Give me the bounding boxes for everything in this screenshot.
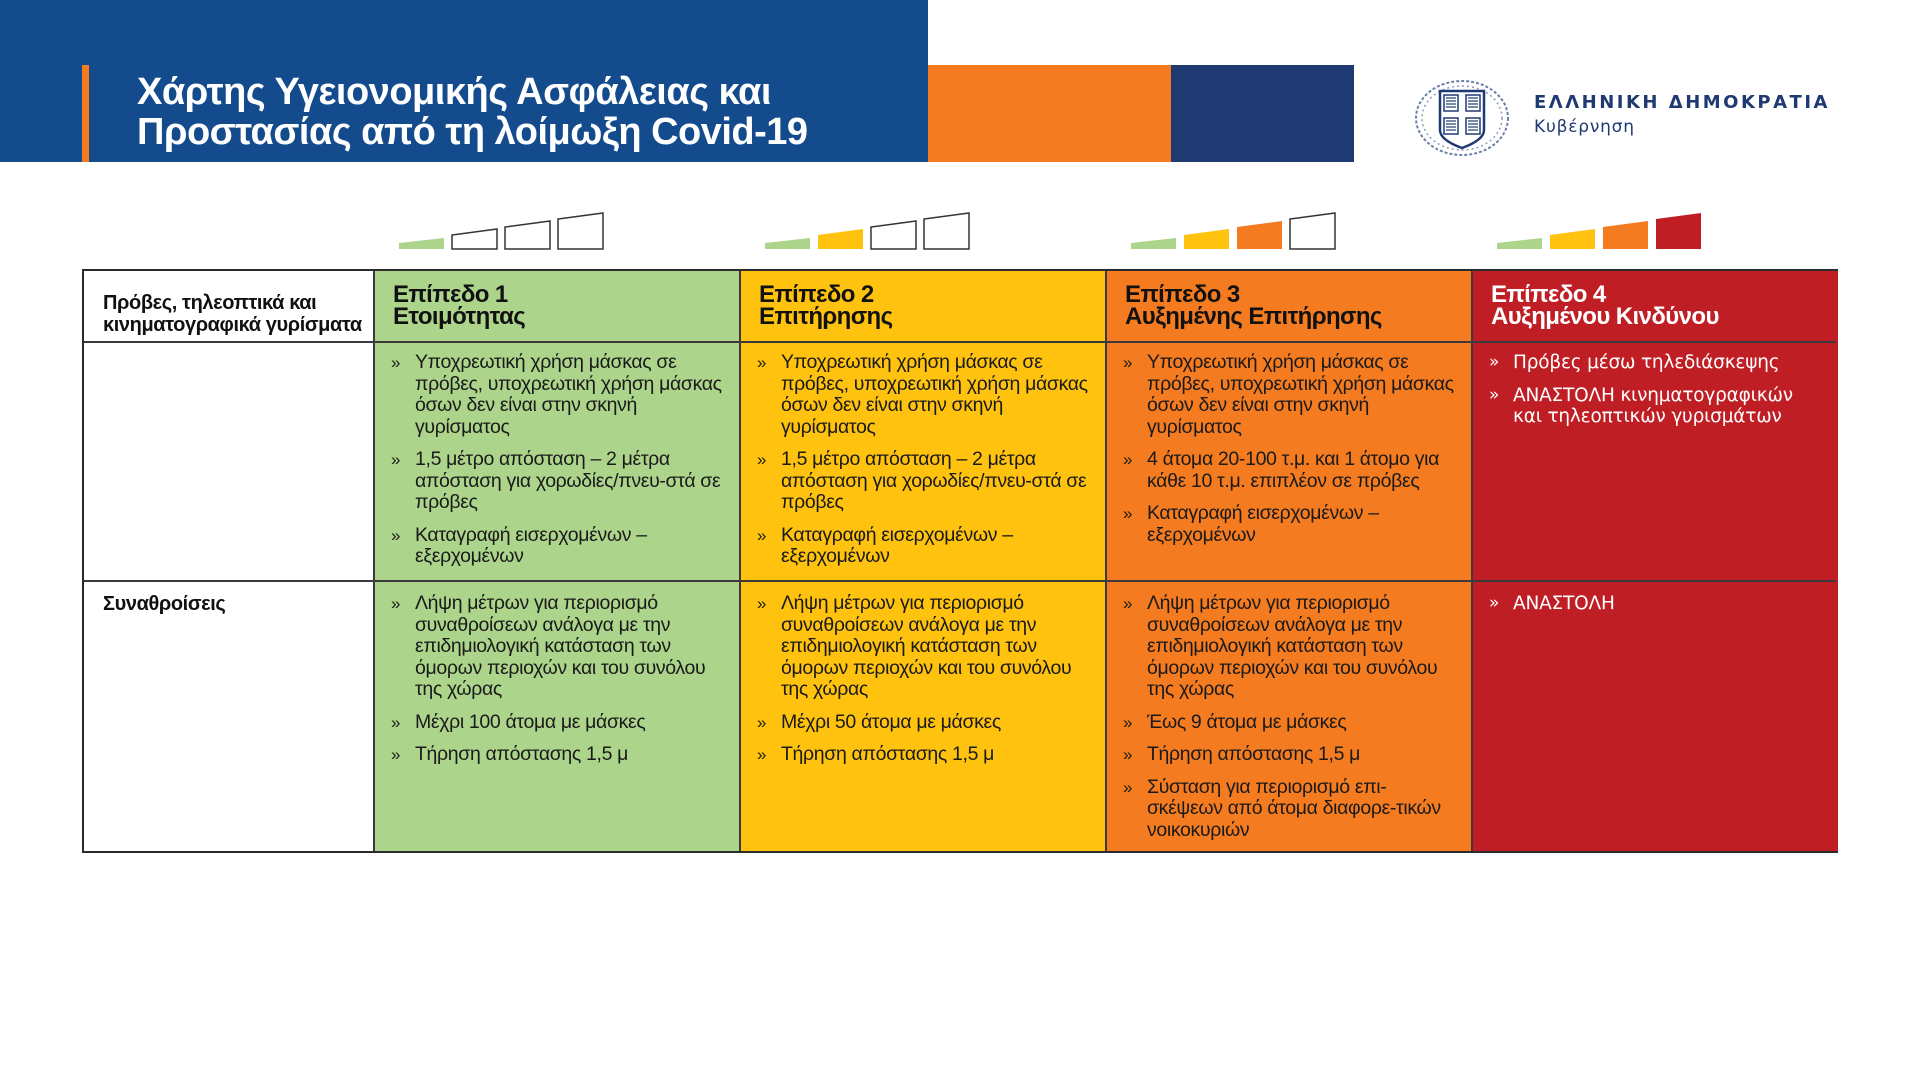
measure-text: Λήψη μέτρων για περιορισμό συναθροίσεων ανάλογα με την επιδημιολογική κατάσταση των όμορων περιοχών και του συνόλου της χώρας	[781, 592, 1072, 700]
bullet-icon: »	[1123, 504, 1133, 523]
bullet-icon: »	[1123, 777, 1133, 797]
covid-measures-table	[82, 269, 1838, 853]
level-3-column	[1106, 271, 1472, 851]
level-3-header	[1125, 281, 1462, 330]
bullet-icon: »	[757, 745, 767, 764]
measure-item	[1123, 449, 1460, 492]
level-bar-filled	[1656, 213, 1701, 249]
measure-item	[391, 593, 728, 701]
level-3-filming-cell	[1123, 352, 1460, 557]
level-1-header	[393, 281, 730, 330]
government-subtitle: Κυβέρνηση	[1534, 117, 1635, 137]
level-4-gatherings-cell	[1489, 593, 1826, 626]
row-divider	[84, 341, 1836, 343]
measure-item	[757, 744, 1094, 766]
level-4-filming-cell	[1489, 352, 1826, 439]
level-bar-filled	[1237, 221, 1282, 249]
row-label-filming: Πρόβες, τηλεοπτικά και κινηματογραφικά γυρίσματα	[103, 292, 362, 336]
level-bar-filled	[1184, 229, 1229, 249]
measure-item	[391, 449, 728, 514]
column-divider	[1471, 271, 1473, 851]
bullet-icon: »	[1123, 712, 1133, 732]
measure-text: Τήρηση απόστασης 1,5 μ	[415, 743, 629, 765]
bullet-icon: »	[1489, 384, 1500, 405]
measure-text: Καταγραφή εισερχομένων – εξερχομένων	[415, 523, 647, 567]
level-bar-filled	[1131, 238, 1176, 249]
bullet-icon: »	[757, 525, 767, 545]
measure-text: ΑΝΑΣΤΟΛΗ κινηματογραφικών και τηλεοπτικών γυρισμάτων	[1513, 384, 1793, 427]
level-2-column	[740, 271, 1106, 851]
level-3-title: Επίπεδο 3	[1125, 281, 1240, 308]
bullet-icon: »	[1489, 593, 1500, 613]
bullet-icon: »	[1123, 353, 1133, 372]
bullet-icon: »	[1123, 594, 1133, 613]
measure-item	[757, 449, 1094, 514]
page-title	[137, 72, 917, 152]
level-4-subtitle: Αυξημένου Κινδύνου	[1491, 303, 1719, 330]
bullet-icon: »	[391, 525, 401, 545]
level-1-gatherings-cell	[391, 593, 728, 777]
decorative-navy-block	[1171, 65, 1354, 162]
level-bar-filled	[1497, 238, 1542, 249]
row-divider	[84, 580, 1836, 582]
measure-item	[1489, 352, 1826, 374]
bullet-icon: »	[757, 594, 767, 613]
bullet-icon: »	[757, 712, 767, 732]
level-1-filming-cell	[391, 352, 728, 579]
bullet-icon: »	[1123, 745, 1133, 764]
row-label-gatherings: Συναθροίσεις	[103, 593, 226, 615]
measure-item	[757, 712, 1094, 734]
bullet-icon: »	[757, 353, 767, 372]
level-bar-empty	[558, 213, 603, 249]
measure-text: 1,5 μέτρο απόσταση – 2 μέτρα απόσταση για χορωδίες/πνευ-στά σε πρόβες	[415, 448, 721, 513]
level-2-subtitle: Επιτήρησης	[759, 303, 893, 330]
bullet-icon: »	[391, 450, 401, 469]
measure-text: Καταγραφή εισερχομένων – εξερχομένων	[781, 523, 1013, 567]
level-bar-filled	[399, 238, 444, 249]
measure-item	[1123, 593, 1460, 701]
level-2-gatherings-cell	[757, 593, 1094, 777]
bullet-icon: »	[391, 745, 401, 764]
level-2-header	[759, 281, 1096, 330]
level-bar-filled	[765, 238, 810, 249]
measure-text: Υποχρεωτική χρήση μάσκας σε πρόβες, υποχρεωτική χρήση μάσκας όσων δεν είναι στην σκηνή γυρίσματος	[1147, 351, 1454, 438]
level-4-title: Επίπεδο 4	[1491, 281, 1606, 308]
level-indicator-1	[397, 211, 607, 251]
measure-text: Υποχρεωτική χρήση μάσκας σε πρόβες, υποχρεωτική χρήση μάσκας όσων δεν είναι στην σκηνή γυρίσματος	[781, 351, 1088, 438]
measure-item	[757, 593, 1094, 701]
measure-item	[1123, 744, 1460, 766]
bullet-icon: »	[391, 712, 401, 732]
page-title-line-2: Προστασίας από τη λοίμωξη Covid-19	[137, 111, 808, 153]
column-divider	[1105, 271, 1107, 851]
measure-text: 4 άτομα 20-100 τ.μ. και 1 άτομο για κάθε 10 τ.μ. επιπλέον σε πρόβες	[1147, 448, 1440, 492]
level-3-gatherings-cell	[1123, 593, 1460, 852]
bullet-icon: »	[1123, 450, 1133, 469]
measure-item	[1123, 503, 1460, 546]
measure-item	[1489, 593, 1826, 615]
measure-item	[391, 744, 728, 766]
level-bar-empty	[871, 221, 916, 249]
measure-text: ΑΝΑΣΤΟΛΗ	[1513, 593, 1615, 614]
measure-text: Μέχρι 100 άτομα με μάσκες	[415, 710, 646, 733]
measure-text: Πρόβες μέσω τηλεδιάσκεψης	[1513, 352, 1780, 373]
level-3-subtitle: Αυξημένης Επιτήρησης	[1125, 303, 1382, 330]
measure-item	[1123, 352, 1460, 438]
measure-text: Μέχρι 50 άτομα με μάσκες	[781, 710, 1001, 733]
measure-item	[391, 712, 728, 734]
measure-text: Λήψη μέτρων για περιορισμό συναθροίσεων ανάλογα με την επιδημιολογική κατάσταση των όμορων περιοχών και του συνόλου της χώρας	[415, 592, 706, 700]
column-divider	[739, 271, 741, 851]
measure-item	[757, 352, 1094, 438]
bullet-icon: »	[391, 594, 401, 613]
level-4-column	[1472, 271, 1838, 851]
measure-text: Καταγραφή εισερχομένων – εξερχομένων	[1147, 502, 1379, 546]
level-indicator-4	[1495, 211, 1705, 251]
measure-text: Τήρηση απόστασης 1,5 μ	[1147, 743, 1361, 765]
measure-item	[391, 525, 728, 568]
level-2-filming-cell	[757, 352, 1094, 579]
level-2-title: Επίπεδο 2	[759, 281, 874, 308]
measure-item	[1123, 777, 1460, 842]
measure-text: Υποχρεωτική χρήση μάσκας σε πρόβες, υποχρεωτική χρήση μάσκας όσων δεν είναι στην σκηνή γυρίσματος	[415, 351, 722, 438]
measure-text: Λήψη μέτρων για περιορισμό συναθροίσεων ανάλογα με την επιδημιολογική κατάσταση των όμορων περιοχών και του συνόλου της χώρας	[1147, 592, 1438, 700]
bullet-icon: »	[1489, 352, 1500, 372]
level-bar-empty	[452, 229, 497, 249]
page-title-line-1: Χάρτης Υγειονομικής Ασφάλειας και	[137, 71, 771, 113]
row-label-column	[84, 271, 374, 851]
bullet-icon: »	[391, 353, 401, 372]
level-bar-filled	[1603, 221, 1648, 249]
measure-item	[391, 352, 728, 438]
measure-text: Σύσταση για περιορισμό επι-σκέψεων από άτομα διαφορε-τικών νοικοκυριών	[1147, 775, 1441, 841]
column-divider	[373, 271, 375, 851]
level-bar-empty	[924, 213, 969, 249]
measure-text: 1,5 μέτρο απόσταση – 2 μέτρα απόσταση για χορωδίες/πνευ-στά σε πρόβες	[781, 448, 1087, 513]
bullet-icon: »	[757, 450, 767, 469]
level-bar-filled	[818, 229, 863, 249]
level-indicator-2	[763, 211, 973, 251]
measure-text: Έως 9 άτομα με μάσκες	[1147, 710, 1347, 733]
level-indicator-3	[1129, 211, 1339, 251]
level-bar-empty	[1290, 213, 1335, 249]
level-bar-empty	[505, 221, 550, 249]
greek-coat-of-arms-icon	[1413, 78, 1511, 158]
level-4-header	[1491, 281, 1828, 330]
government-name: ΕΛΛΗΝΙΚΗ ΔΗΜΟΚΡΑΤΙΑ	[1534, 92, 1830, 113]
level-1-column	[374, 271, 740, 851]
measure-item	[1489, 385, 1826, 428]
measure-item	[1123, 712, 1460, 734]
level-bar-filled	[1550, 229, 1595, 249]
level-1-title: Επίπεδο 1	[393, 281, 508, 308]
level-1-subtitle: Ετοιμότητας	[393, 303, 526, 330]
measure-text: Τήρηση απόστασης 1,5 μ	[781, 743, 995, 765]
measure-item	[757, 525, 1094, 568]
decorative-orange-block	[928, 65, 1171, 162]
title-accent-bar	[82, 65, 89, 162]
